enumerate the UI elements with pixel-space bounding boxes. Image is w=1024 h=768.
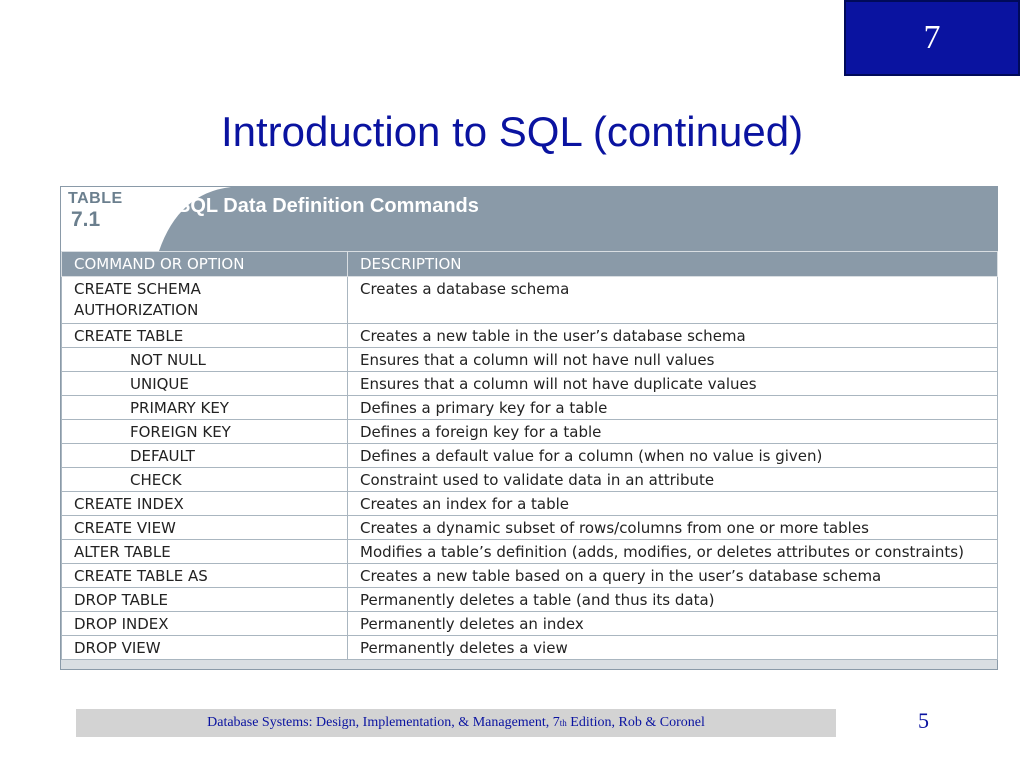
table-title: SQL Data Definition Commands (177, 195, 479, 217)
description-cell: Ensures that a column will not have duplicate values (348, 372, 998, 396)
header-description: DESCRIPTION (348, 252, 998, 277)
description-cell: Permanently deletes an index (348, 612, 998, 636)
table-row (62, 396, 998, 420)
table-row (62, 468, 998, 492)
table-row (62, 420, 998, 444)
table-label-number: 7.1 (71, 208, 101, 231)
chapter-number-box (844, 0, 1020, 76)
table-row (62, 492, 998, 516)
command-cell: ALTER TABLE (62, 540, 348, 564)
description-cell: Creates a database schema (348, 277, 998, 324)
footer-text-after: Edition, Rob & Coronel (566, 715, 705, 730)
description-cell: Creates a dynamic subset of rows/columns from one or more tables (348, 516, 998, 540)
description-cell: Defines a foreign key for a table (348, 420, 998, 444)
table-row (62, 564, 998, 588)
description-cell: Ensures that a column will not have null values (348, 348, 998, 372)
command-cell: DEFAULT (62, 444, 348, 468)
footer-text-before: Database Systems: Design, Implementation, & Management, 7 (207, 715, 560, 730)
command-cell: CREATE TABLE (62, 324, 348, 348)
command-cell: DROP VIEW (62, 636, 348, 660)
command-cell: UNIQUE (62, 372, 348, 396)
description-cell: Permanently deletes a view (348, 636, 998, 660)
footer-citation (76, 709, 836, 737)
command-table (61, 251, 998, 660)
command-cell: NOT NULL (62, 348, 348, 372)
description-cell: Creates a new table based on a query in the user’s database schema (348, 564, 998, 588)
sql-ddl-table (60, 186, 998, 670)
description-cell: Defines a default value for a column (when no value is given) (348, 444, 998, 468)
table-label (68, 191, 123, 230)
header-command: COMMAND OR OPTION (62, 252, 348, 277)
command-cell: PRIMARY KEY (62, 396, 348, 420)
description-cell: Creates a new table in the user’s database schema (348, 324, 998, 348)
command-cell: CHECK (62, 468, 348, 492)
command-cell: CREATE TABLE AS (62, 564, 348, 588)
chapter-number: 7 (923, 19, 941, 56)
table-label-word: TABLE (68, 190, 123, 207)
table-row (62, 636, 998, 660)
table-row (62, 516, 998, 540)
footer-superscript: th (559, 718, 567, 728)
command-cell: DROP INDEX (62, 612, 348, 636)
slide-title: Introduction to SQL (continued) (220, 108, 804, 155)
description-cell: Modifies a table’s definition (adds, modifies, or deletes attributes or constraints) (348, 540, 998, 564)
page-number: 5 (918, 708, 929, 733)
command-cell: FOREIGN KEY (62, 420, 348, 444)
table-header-row (62, 252, 998, 277)
table-row (62, 588, 998, 612)
description-cell: Creates an index for a table (348, 492, 998, 516)
table-banner (61, 187, 997, 251)
description-cell: Permanently deletes a table (and thus its data) (348, 588, 998, 612)
command-cell: DROP TABLE (62, 588, 348, 612)
table-row (62, 277, 998, 324)
table-row (62, 372, 998, 396)
table-row (62, 324, 998, 348)
command-cell: CREATE SCHEMA AUTHORIZATION (62, 277, 348, 324)
command-cell: CREATE INDEX (62, 492, 348, 516)
table-row (62, 540, 998, 564)
description-cell: Defines a primary key for a table (348, 396, 998, 420)
description-cell: Constraint used to validate data in an attribute (348, 468, 998, 492)
table-row (62, 612, 998, 636)
command-cell: CREATE VIEW (62, 516, 348, 540)
table-row (62, 444, 998, 468)
table-row (62, 348, 998, 372)
